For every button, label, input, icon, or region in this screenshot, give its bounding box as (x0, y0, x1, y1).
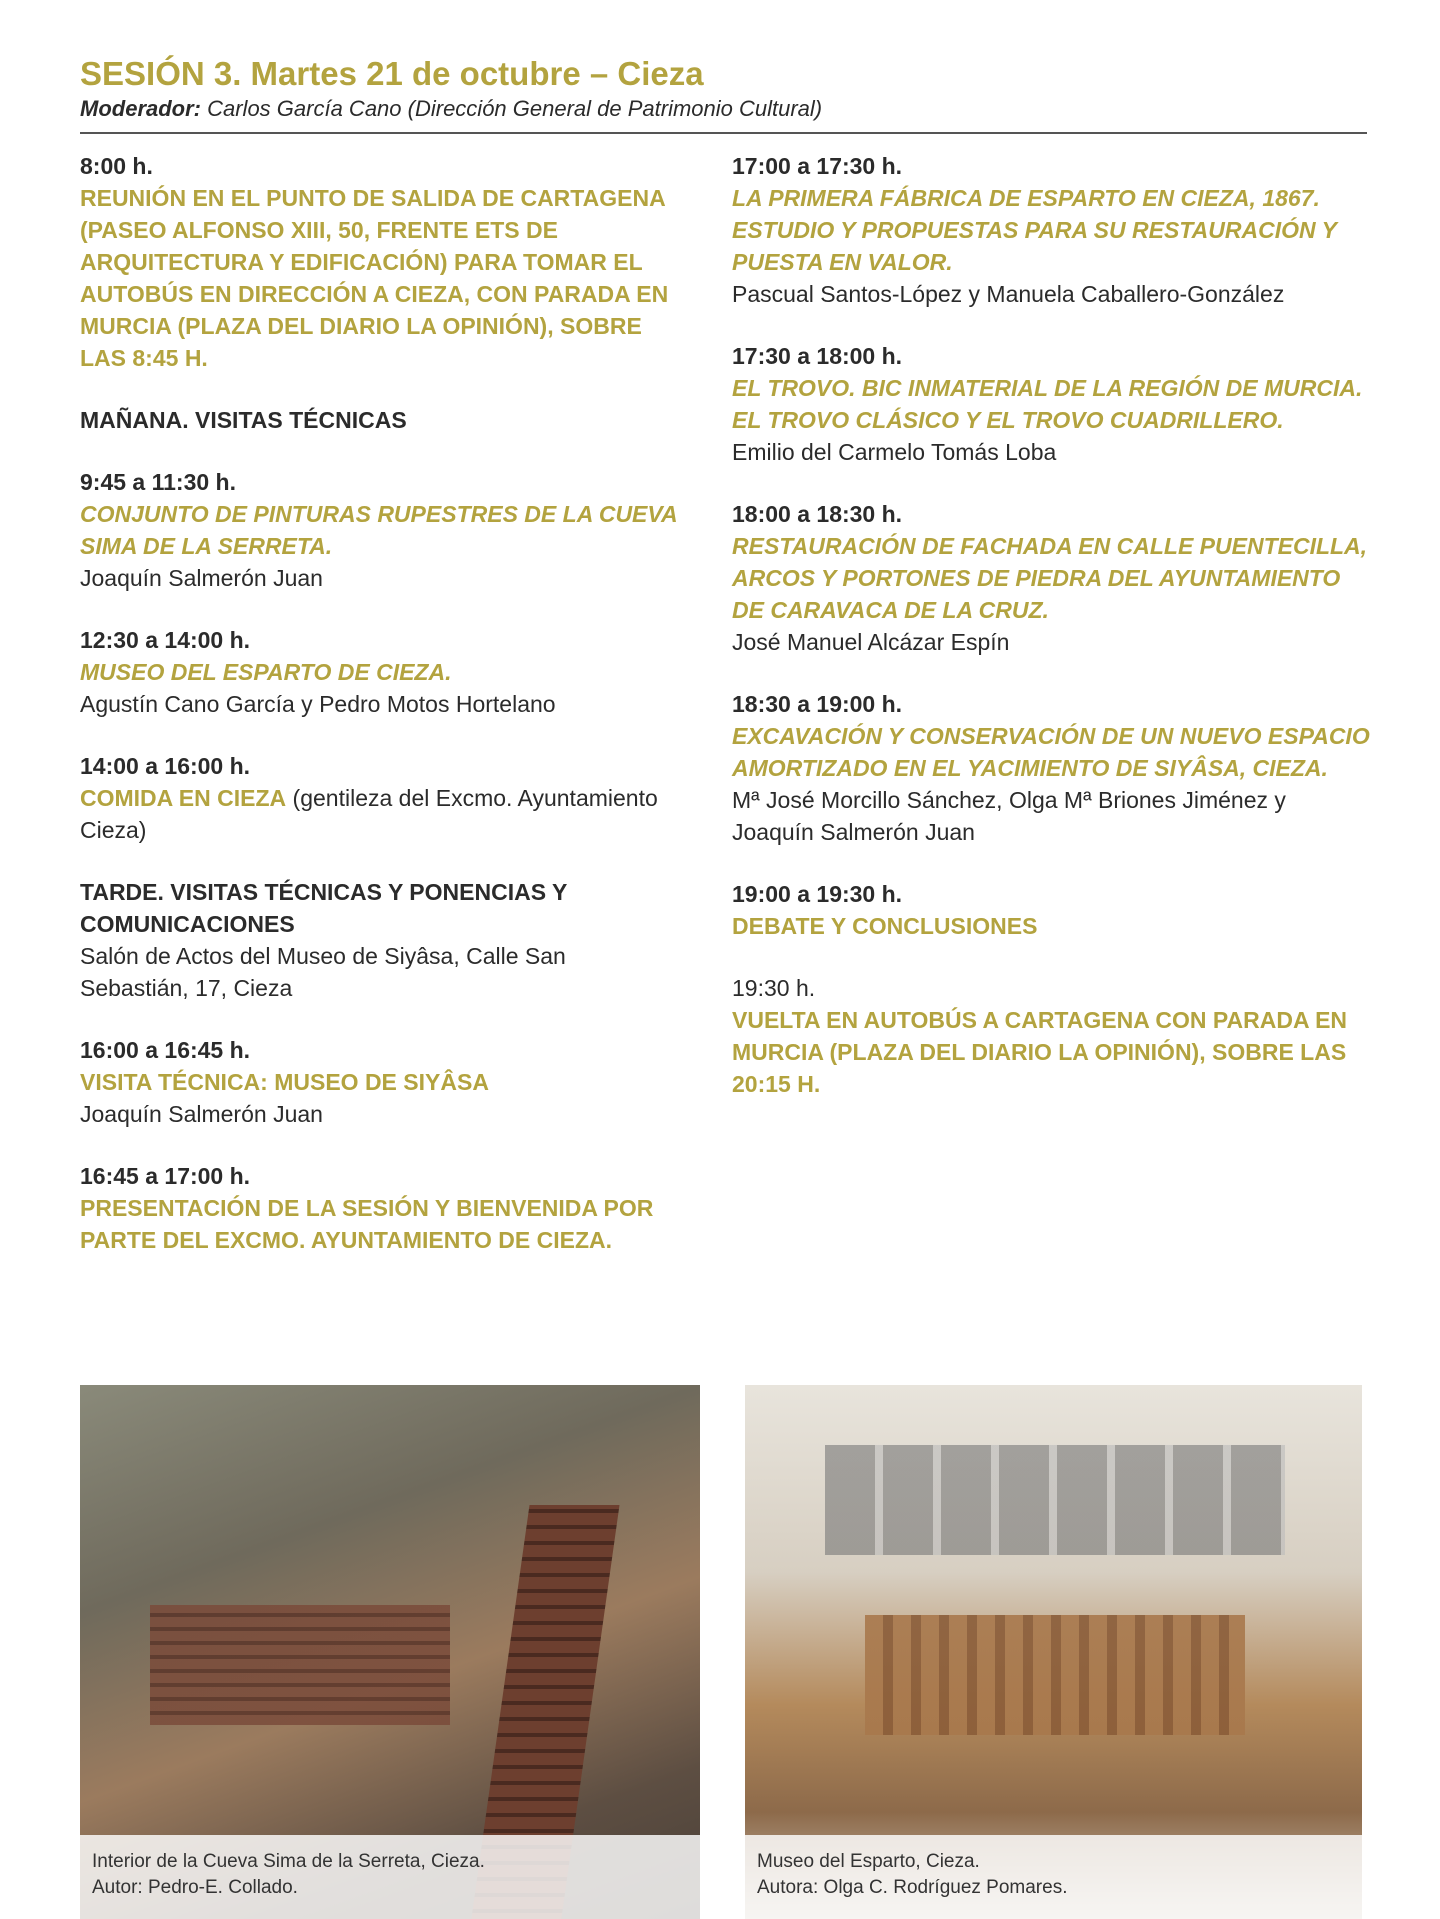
schedule-item (80, 750, 680, 846)
schedule-item (80, 150, 680, 374)
photo-detail-stairs (150, 1605, 450, 1725)
moderator-label: Moderador: (80, 96, 201, 121)
schedule-item (80, 466, 680, 594)
section-label (80, 876, 680, 1004)
session-header (80, 54, 1367, 124)
photo-detail-esparto (865, 1615, 1245, 1735)
item-note: (gentileza del Excmo. Ayuntamiento Cieza) (80, 785, 658, 843)
caption-title: Interior de la Cueva Sima de la Serreta, Cieza. (92, 1851, 485, 1872)
schedule-item (80, 1160, 680, 1256)
item-people: Mª José Morcillo Sánchez, Olga Mª Briones Jiménez y Joaquín Salmerón Juan (732, 787, 1286, 845)
header-divider (80, 132, 1367, 134)
moderator-name: Carlos García Cano (Dirección General de Patrimonio Cultural) (201, 96, 823, 121)
item-time: 9:45 a 11:30 h. (80, 469, 236, 495)
item-heading: DEBATE Y CONCLUSIONES (732, 913, 1038, 939)
item-people: Emilio del Carmelo Tomás Loba (732, 439, 1057, 465)
item-time: 12:30 a 14:00 h. (80, 627, 251, 653)
item-time: 18:00 a 18:30 h. (732, 501, 903, 527)
item-time: 19:30 h. (732, 975, 816, 1001)
caption-author: Autor: Pedro-E. Collado. (92, 1877, 298, 1898)
section-label (80, 404, 680, 436)
item-heading-text: COMIDA EN CIEZA (80, 785, 287, 811)
schedule-item (732, 150, 1372, 310)
caption-title: Museo del Esparto, Cieza. (757, 1851, 980, 1872)
item-heading: VUELTA EN AUTOBÚS A CARTAGENA CON PARADA EN MURCIA (PLAZA DEL DIARIO LA OPINIÓN), SOBRE LAS 20:15 H. (732, 1007, 1348, 1097)
schedule-item (732, 878, 1372, 942)
item-time: 8:00 h. (80, 153, 153, 179)
item-people: Joaquín Salmerón Juan (80, 1101, 323, 1127)
item-time: 17:30 a 18:00 h. (732, 343, 903, 369)
section-location: Salón de Actos del Museo de Siyâsa, Calle San Sebastián, 17, Cieza (80, 943, 566, 1001)
photo-cueva-sima (80, 1385, 700, 1919)
left-column (80, 150, 680, 1286)
schedule-item (80, 1034, 680, 1130)
schedule-item (732, 972, 1372, 1100)
item-time: 17:00 a 17:30 h. (732, 153, 903, 179)
photo-caption (745, 1835, 1362, 1919)
item-time: 14:00 a 16:00 h. (80, 753, 251, 779)
item-people: Pascual Santos-López y Manuela Caballero-González (732, 281, 1285, 307)
photo-detail-frames (825, 1445, 1285, 1555)
item-people: Joaquín Salmerón Juan (80, 565, 323, 591)
item-heading: RESTAURACIÓN DE FACHADA EN CALLE PUENTECILLA, ARCOS Y PORTONES DE PIEDRA DEL AYUNTAMIENTO DE CARAVACA DE LA CRUZ. (732, 533, 1368, 623)
item-heading: MUSEO DEL ESPARTO DE CIEZA. (80, 659, 452, 685)
right-column (732, 150, 1372, 1130)
item-heading: PRESENTACIÓN DE LA SESIÓN Y BIENVENIDA POR PARTE DEL EXCMO. AYUNTAMIENTO DE CIEZA. (80, 1195, 654, 1253)
section-title: MAÑANA. VISITAS TÉCNICAS (80, 407, 407, 433)
item-people: Agustín Cano García y Pedro Motos Hortelano (80, 691, 556, 717)
item-heading: VISITA TÉCNICA: MUSEO DE SIYÂSA (80, 1069, 489, 1095)
item-heading: EL TROVO. BIC INMATERIAL DE LA REGIÓN DE MURCIA. EL TROVO CLÁSICO Y EL TROVO CUADRILLERO. (732, 375, 1363, 433)
item-heading: REUNIÓN EN EL PUNTO DE SALIDA DE CARTAGENA (PASEO ALFONSO XIII, 50, FRENTE ETS DE ARQUITECTURA Y EDIFICACIÓN) PARA TOMAR EL AUTOBÚS EN DIRECCIÓN A CIEZA, CON PARADA EN MURCIA (PLAZA DEL DIARIO LA OPINIÓN), SOBRE LAS 8:45 H. (80, 185, 669, 371)
item-time: 16:45 a 17:00 h. (80, 1163, 251, 1189)
photo-museo-esparto (745, 1385, 1362, 1919)
caption-author: Autora: Olga C. Rodríguez Pomares. (757, 1877, 1068, 1898)
item-heading: EXCAVACIÓN Y CONSERVACIÓN DE UN NUEVO ESPACIO AMORTIZADO EN EL YACIMIENTO DE SIYÂSA, CIEZA. (732, 723, 1370, 781)
section-title: TARDE. VISITAS TÉCNICAS Y PONENCIAS Y COMUNICACIONES (80, 879, 567, 937)
schedule-item (732, 340, 1372, 468)
item-heading: LA PRIMERA FÁBRICA DE ESPARTO EN CIEZA, 1867. ESTUDIO Y PROPUESTAS PARA SU RESTAURACIÓN Y PUESTA EN VALOR. (732, 185, 1337, 275)
schedule-item (732, 498, 1372, 658)
item-time: 18:30 a 19:00 h. (732, 691, 903, 717)
photo-caption (80, 1835, 700, 1919)
item-heading (80, 782, 680, 846)
item-heading: CONJUNTO DE PINTURAS RUPESTRES DE LA CUEVA SIMA DE LA SERRETA. (80, 501, 677, 559)
item-time: 16:00 a 16:45 h. (80, 1037, 251, 1063)
schedule-item (732, 688, 1372, 848)
session-title: SESIÓN 3. Martes 21 de octubre – Cieza (80, 55, 704, 92)
item-time: 19:00 a 19:30 h. (732, 881, 903, 907)
item-people: José Manuel Alcázar Espín (732, 629, 1010, 655)
schedule-item (80, 624, 680, 720)
moderator-line (80, 94, 1367, 124)
